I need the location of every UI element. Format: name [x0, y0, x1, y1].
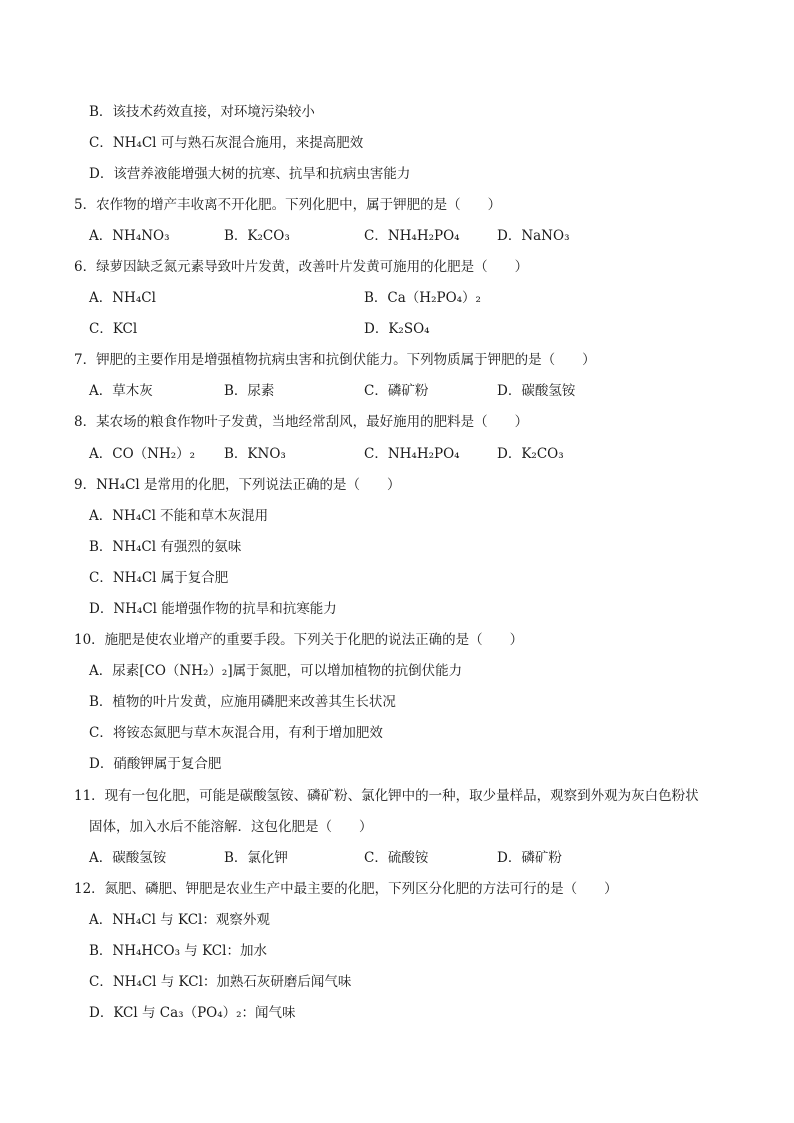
q7-option-b: B．尿素 — [224, 383, 275, 399]
q7-option-d: D．碳酸氢铵 — [497, 383, 576, 399]
prev-option-c: C．NH₄Cl 可与熟石灰混合施用，来提高肥效 — [89, 135, 364, 151]
q10-option-d: D．硝酸钾属于复合肥 — [89, 756, 222, 772]
q7-option-c: C．磷矿粉 — [364, 383, 429, 399]
q5-option-c: C．NH₄H₂PO₄ — [364, 228, 460, 244]
q8-option-d: D．K₂CO₃ — [497, 446, 564, 462]
q7-stem: 7．钾肥的主要作用是增强植物抗病虫害和抗倒伏能力。下列物质属于钾肥的是（ ） — [74, 352, 596, 368]
q7-option-a: A．草木灰 — [89, 383, 153, 399]
q12-stem: 12．氮肥、磷肥、钾肥是农业生产中最主要的化肥，下列区分化肥的方法可行的是（ ） — [74, 881, 618, 897]
q5-option-a: A．NH₄NO₃ — [89, 228, 170, 244]
q12-option-d: D．KCl 与 Ca₃（PO₄）₂：闻气味 — [89, 1005, 296, 1021]
q9-option-a: A．NH₄Cl 不能和草木灰混用 — [89, 508, 269, 524]
q10-option-a: A．尿素[CO（NH₂）₂]属于氮肥，可以增加植物的抗倒伏能力 — [89, 663, 463, 679]
prev-option-d: D．该营养液能增强大树的抗寒、抗旱和抗病虫害能力 — [89, 166, 411, 182]
q11-option-b: B．氯化钾 — [224, 850, 288, 866]
q12-option-b: B．NH₄HCO₃ 与 KCl：加水 — [89, 943, 267, 959]
q10-option-b: B．植物的叶片发黄，应施用磷肥来改善其生长状况 — [89, 694, 396, 710]
q5-option-d: D．NaNO₃ — [497, 228, 570, 244]
q11-stem-line2: 固体，加入水后不能溶解．这包化肥是（ ） — [89, 819, 373, 835]
q11-option-c: C．硫酸铵 — [364, 850, 429, 866]
q9-option-c: C．NH₄Cl 属于复合肥 — [89, 570, 229, 586]
q10-stem: 10．施肥是使农业增产的重要手段。下列关于化肥的说法正确的是（ ） — [74, 632, 524, 648]
q11-stem-line1: 11．现有一包化肥，可能是碳酸氢铵、磷矿粉、氯化钾中的一种，取少量样品，观察到外观为灰白色粉状 — [74, 788, 699, 804]
q6-option-a: A．NH₄Cl — [89, 290, 156, 306]
prev-option-b: B．该技术药效直接，对环境污染较小 — [89, 104, 315, 120]
q8-stem: 8．某农场的粮食作物叶子发黄，当地经常刮风，最好施用的肥料是（ ） — [74, 414, 529, 430]
q6-option-c: C．KCl — [89, 321, 138, 337]
q8-option-a: A．CO（NH₂）₂ — [89, 446, 196, 462]
q6-option-b: B．Ca（H₂PO₄）₂ — [364, 290, 481, 306]
q8-option-b: B．KNO₃ — [224, 446, 286, 462]
q6-option-d: D．K₂SO₄ — [364, 321, 430, 337]
q5-option-b: B．K₂CO₃ — [224, 228, 290, 244]
q5-stem: 5．农作物的增产丰收离不开化肥。下列化肥中，属于钾肥的是（ ） — [74, 197, 502, 213]
q9-option-b: B．NH₄Cl 有强烈的氨味 — [89, 539, 242, 555]
q8-option-c: C．NH₄H₂PO₄ — [364, 446, 460, 462]
q6-stem: 6．绿萝因缺乏氮元素导致叶片发黄，改善叶片发黄可施用的化肥是（ ） — [74, 259, 529, 275]
q10-option-c: C．将铵态氮肥与草木灰混合用，有利于增加肥效 — [89, 725, 383, 741]
q12-option-a: A．NH₄Cl 与 KCl：观察外观 — [89, 912, 270, 928]
q9-stem: 9．NH₄Cl 是常用的化肥，下列说法正确的是（ ） — [74, 477, 401, 493]
q11-option-d: D．磷矿粉 — [497, 850, 562, 866]
q11-option-a: A．碳酸氢铵 — [89, 850, 167, 866]
q9-option-d: D．NH₄Cl 能增强作物的抗旱和抗寒能力 — [89, 601, 337, 617]
q12-option-c: C．NH₄Cl 与 KCl：加熟石灰研磨后闻气味 — [89, 974, 352, 990]
